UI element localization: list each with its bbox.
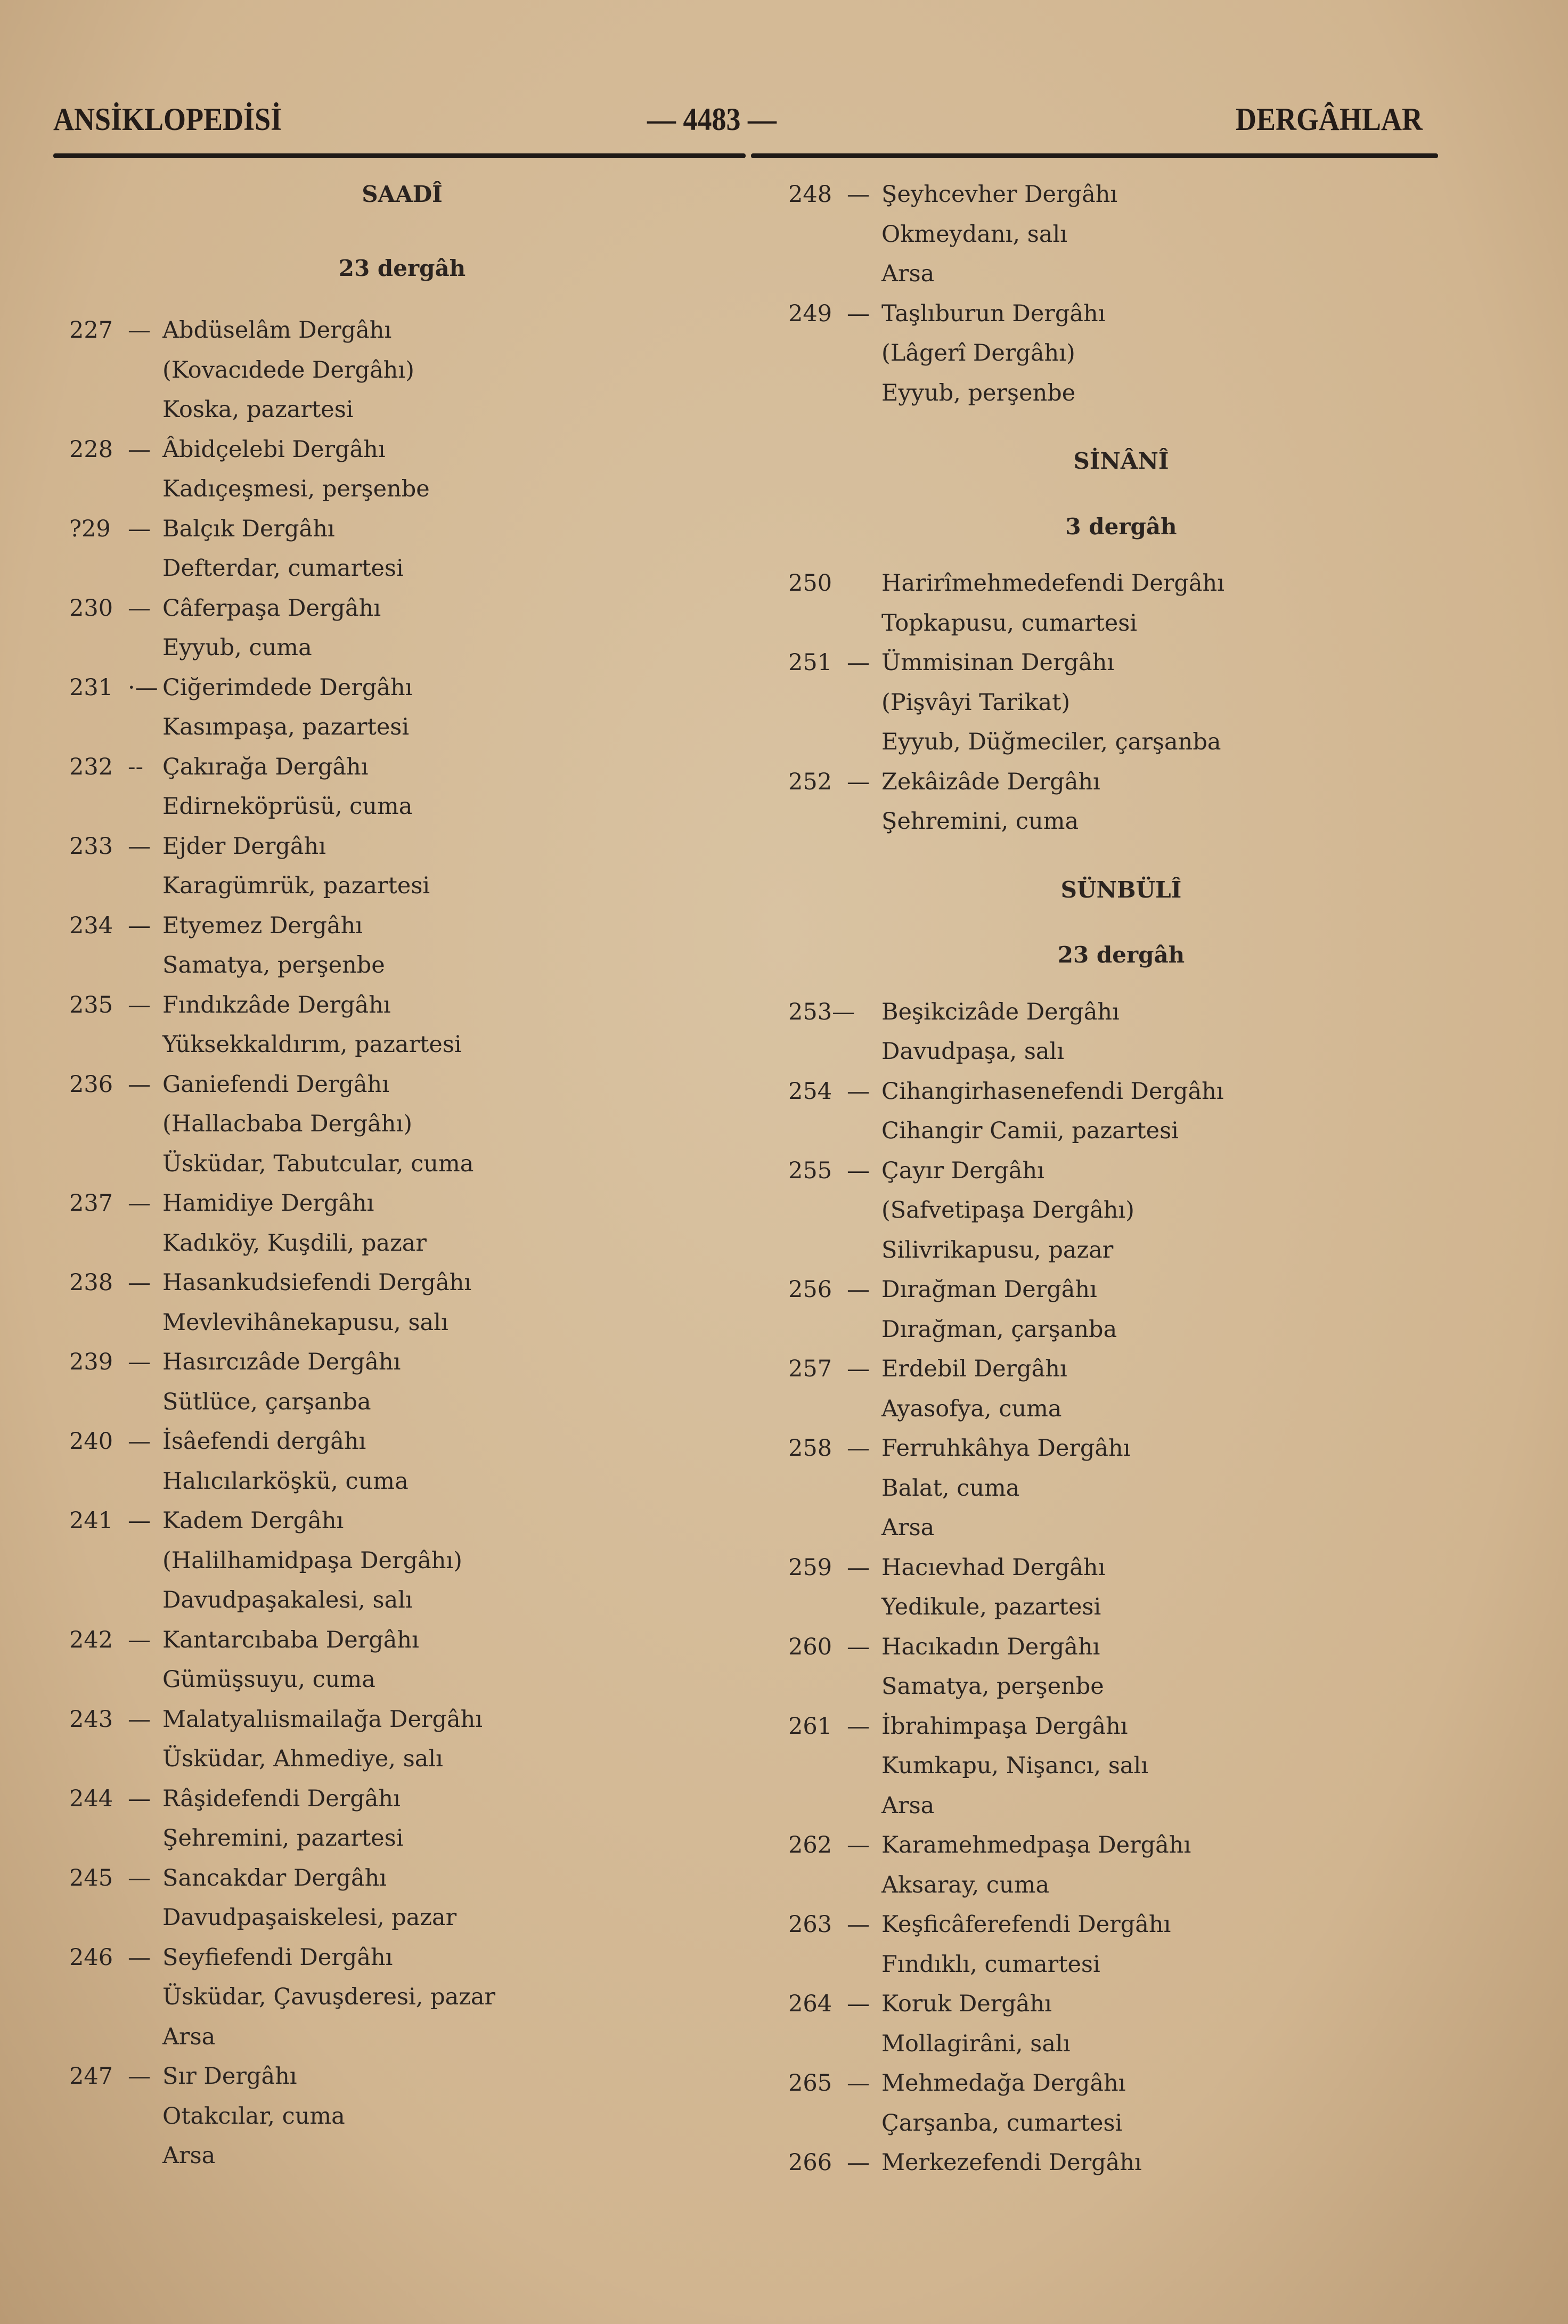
list-item [69,1700,735,1779]
entry-dash: — [128,1944,151,1971]
list-item [69,1065,735,1184]
entry-line: Çayır Dergâhı [881,1157,1044,1184]
entry-line: Ümmisinan Dergâhı [881,649,1115,676]
list-item [788,1072,1454,1151]
entry-dash: — [128,317,151,344]
entry-dash: — [847,1713,870,1740]
entry-line: Üsküdar, Tabutcular, cuma [162,1150,474,1177]
entry-line: (Kovacıdede Dergâhı) [162,356,414,384]
entry-dash: — [128,1507,151,1534]
entry-dash: — [128,991,151,1018]
entry-line: Harirîmehmedefendi Dergâhı [881,570,1224,597]
entry-number: 266 [788,2149,832,2176]
entry-line: İsâefendi dergâhı [162,1428,366,1455]
left-column [69,175,735,2176]
entry-dash: -- [128,753,144,780]
entry-dash: — [847,2070,870,2097]
entry-line: Halıcılarköşkü, cuma [162,1467,409,1495]
entry-line: Taşlıburun Dergâhı [881,300,1106,327]
entry-line: Hamidiye Dergâhı [162,1190,374,1217]
entry-line: Sütlüce, çarşanba [162,1388,371,1415]
entry-number: 249 [788,300,832,327]
entry-line: Cihangirhasenefendi Dergâhı [881,1078,1224,1105]
entry-line: Silivrikapusu, pazar [881,1236,1114,1263]
running-header-right: DERGÂHLAR [1236,102,1423,137]
list-item [788,2143,1454,2183]
entry-number: 261 [788,1713,832,1740]
entry-line: Gümüşsuyu, cuma [162,1666,375,1693]
entry-line: Âbidçelebi Dergâhı [162,436,386,463]
entry-list [788,564,1454,842]
entry-dash: — [128,1626,151,1653]
entry-number: 253— [788,998,855,1025]
list-item [69,311,735,430]
entry-line: Çarşanba, cumartesi [881,2109,1123,2137]
list-item [69,985,735,1065]
entry-line: Karamehmedpaşa Dergâhı [881,1832,1191,1858]
entry-dash: ·— [128,674,158,701]
list-item [788,643,1454,762]
entry-number: 240 [69,1428,113,1455]
entry-line: Mehmedağa Dergâhı [881,2070,1126,2097]
entry-dash: — [847,1633,870,1660]
list-item [69,430,735,509]
entry-line: Merkezefendi Dergâhı [881,2149,1142,2176]
entry-number: 250 [788,570,832,597]
entry-line: (Hallacbaba Dergâhı) [162,1111,412,1137]
entry-line: Mollagirâni, salı [881,2030,1071,2057]
entry-dash: — [847,1276,870,1303]
entry-number: 233 [69,833,113,860]
list-item [69,1779,735,1858]
list-item [69,827,735,906]
entry-list [788,175,1454,413]
entry-dash: — [847,1911,870,1938]
entry-number: 254 [788,1078,832,1105]
entry-line: Hacıevhad Dergâhı [881,1554,1106,1581]
entry-line: Kadıçeşmesi, perşenbe [162,476,430,502]
list-item [788,1984,1454,2064]
entry-line: (Pişvâyi Tarikat) [881,689,1071,716]
entry-number: 227 [69,317,113,344]
list-item [788,564,1454,643]
entry-dash: — [128,1349,151,1375]
entry-dash: — [128,1864,151,1891]
entry-dash: — [847,768,870,795]
entry-line: Şehremini, cuma [881,808,1079,835]
list-item [788,1429,1454,1548]
entry-number: 265 [788,2070,832,2097]
list-item [69,747,735,827]
entry-dash: — [847,1078,870,1105]
entry-line: Aksaray, cuma [881,1871,1050,1898]
entry-line: Fındıkzâde Dergâhı [162,991,391,1018]
list-item [69,1938,735,2057]
entry-dash: — [128,1706,151,1733]
list-item [69,668,735,747]
entry-line: Abdüselâm Dergâhı [162,317,392,344]
list-item [69,1501,735,1620]
entry-dash: — [847,1991,870,2017]
entry-line: Sır Dergâhı [162,2063,297,2090]
entry-number: 264 [788,1991,832,2017]
list-item [69,1620,735,1700]
entry-number: 247 [69,2063,113,2090]
entry-number: 228 [69,436,113,463]
entry-line: Hacıkadın Dergâhı [881,1633,1100,1660]
entry-line: Üsküdar, Çavuşderesi, pazar [162,1984,496,2010]
entry-line: Koska, pazartesi [162,396,354,423]
entry-list [69,311,735,2176]
list-item [788,1548,1454,1627]
entry-line: Ganiefendi Dergâhı [162,1071,389,1098]
entry-line: Eyyub, cuma [162,634,312,661]
entry-number: 260 [788,1633,832,1660]
entry-line: (Safvetipaşa Dergâhı) [881,1197,1134,1224]
entry-line: Kadıköy, Kuşdili, pazar [162,1229,427,1257]
entry-number: 245 [69,1864,113,1891]
list-item [69,1263,735,1342]
entry-line: Ayasofya, cuma [881,1395,1062,1422]
entry-line: Beşikcizâde Dergâhı [881,998,1120,1025]
entry-dash: — [847,181,870,208]
list-item [69,2057,735,2176]
entry-line: Eyyub, perşenbe [881,379,1076,406]
list-item [69,1342,735,1422]
entry-line: Üsküdar, Ahmediye, salı [162,1746,443,1772]
entry-line: Çakırağa Dergâhı [162,753,369,780]
entry-line: Mevlevihânekapusu, salı [162,1309,448,1336]
entry-line: Topkapusu, cumartesi [881,609,1138,637]
header-rule-left [53,153,746,158]
list-item [788,294,1454,413]
section-title: SİNÂNÎ [1073,448,1169,474]
entry-line: Râşidefendi Dergâhı [162,1785,401,1812]
entry-number: 256 [788,1276,832,1303]
entry-number: 243 [69,1706,113,1733]
entry-line: Zekâizâde Dergâhı [881,768,1100,795]
entry-number: 239 [69,1349,113,1375]
entry-line: Balat, cuma [881,1474,1020,1502]
entry-line: Davudpaşakalesi, salı [162,1587,413,1613]
entry-number: 255 [788,1157,832,1184]
entry-number: 244 [69,1785,113,1812]
entry-line: Erdebil Dergâhı [881,1356,1067,1382]
entry-line: Otakcılar, cuma [162,2102,345,2130]
entry-line: Fındıklı, cumartesi [881,1951,1100,1978]
entry-dash: — [128,1785,151,1812]
entry-line: Arsa [881,1514,935,1541]
entry-line: Malatyalıismailağa Dergâhı [162,1706,483,1733]
entry-line: Hasırcızâde Dergâhı [162,1349,401,1375]
entry-number: 241 [69,1507,113,1534]
section-title: SAADÎ [362,181,443,207]
entry-line: Koruk Dergâhı [881,1991,1052,2017]
entry-number: 232 [69,753,113,780]
entry-line: Keşficâferefendi Dergâhı [881,1911,1171,1938]
entry-dash: — [128,436,151,463]
list-item [788,1627,1454,1707]
entry-line: Kantarcıbaba Dergâhı [162,1626,419,1653]
list-item [788,1707,1454,1826]
entry-number: 231 [69,674,113,701]
entry-dash: — [128,833,151,860]
entry-number: 257 [788,1356,832,1382]
entry-line: Ciğerimdede Dergâhı [162,674,413,701]
entry-line: Arsa [162,2023,216,2050]
running-header-left: ANSİKLOPEDİSİ [53,102,282,137]
entry-number: 263 [788,1911,832,1938]
entry-line: Yedikule, pazartesi [881,1594,1101,1620]
list-item [788,762,1454,842]
entry-number: 251 [788,649,832,676]
entry-line: Kasımpaşa, pazartesi [162,714,410,740]
entry-line: Cihangir Camii, pazartesi [881,1118,1179,1144]
entry-line: Okmeydanı, salı [881,221,1067,248]
entry-line: Arsa [881,260,935,287]
entry-line: Şeyhcevher Dergâhı [881,181,1118,208]
entry-dash: — [128,912,151,939]
list-item [788,1349,1454,1429]
entry-line: Defterdar, cumartesi [162,555,404,582]
entry-line: Samatya, perşenbe [881,1673,1104,1700]
entry-number: 234 [69,912,113,939]
entry-dash: — [847,2149,870,2176]
entry-line: Arsa [881,1792,935,1819]
list-item [788,1270,1454,1349]
entry-dash: — [128,1190,151,1217]
list-item [69,906,735,985]
entry-line: Yüksekkaldırım, pazartesi [162,1031,462,1058]
entry-dash: — [847,1832,870,1858]
entry-line: Hasankudsiefendi Dergâhı [162,1269,472,1296]
entry-dash: — [847,649,870,676]
entry-dash: — [128,515,151,542]
entry-line: Ferruhkâhya Dergâhı [881,1435,1131,1462]
entry-number: 252 [788,768,832,795]
list-item [69,589,735,668]
entry-line: Eyyub, Düğmeciler, çarşanba [881,729,1221,755]
entry-line: Dırağman Dergâhı [881,1276,1097,1303]
entry-number: 262 [788,1832,832,1858]
entry-dash: — [847,1554,870,1581]
entry-number: 258 [788,1435,832,1462]
entry-dash: — [847,1356,870,1382]
entry-line: Etyemez Dergâhı [162,912,363,939]
list-item [788,175,1454,294]
list-item [69,1422,735,1501]
list-item [788,1151,1454,1270]
entry-line: Şehremini, pazartesi [162,1825,404,1852]
entry-line: İbrahimpaşa Dergâhı [881,1713,1128,1740]
entry-list [788,992,1454,2183]
entry-number: 236 [69,1071,113,1098]
entry-number: ?29 [69,515,111,542]
entry-number: 242 [69,1626,113,1653]
entry-number: 238 [69,1269,113,1296]
entry-dash: — [847,1435,870,1462]
entry-line: Karagümrük, pazartesi [162,872,430,899]
entry-line: Samatya, perşenbe [162,952,385,978]
header-rule-right [751,153,1438,158]
entry-line: Arsa [162,2142,216,2169]
entry-number: 248 [788,181,832,208]
entry-number: 246 [69,1944,113,1971]
entry-line: Davudpaşa, salı [881,1038,1065,1065]
entry-number: 230 [69,594,113,622]
list-item [788,2064,1454,2143]
list-item [788,1825,1454,1905]
entry-line: Kumkapu, Nişancı, salı [881,1752,1149,1779]
section-title: SÜNBÜLÎ [1060,876,1182,903]
section-count: 3 dergâh [1065,513,1177,540]
entry-line: Sancakdar Dergâhı [162,1864,387,1891]
section-count: 23 dergâh [1057,942,1185,968]
entry-dash: — [847,300,870,327]
list-item [69,1184,735,1263]
entry-dash: — [128,1071,151,1098]
entry-line: Kadem Dergâhı [162,1507,344,1534]
entry-line: Câferpaşa Dergâhı [162,594,381,622]
entry-line: (Lâgerî Dergâhı) [881,340,1075,366]
entry-line: Balçık Dergâhı [162,515,335,542]
entry-dash: — [128,594,151,622]
entry-dash: — [128,2063,151,2090]
entry-line: Edirneköprüsü, cuma [162,793,413,820]
entry-number: 235 [69,991,113,1018]
list-item [69,1858,735,1938]
entry-number: 259 [788,1554,832,1581]
list-item [69,509,735,589]
entry-line: Dırağman, çarşanba [881,1316,1117,1343]
entry-line: Ejder Dergâhı [162,833,326,860]
entry-dash: — [847,1157,870,1184]
page-number: — 4483 — [647,102,777,137]
list-item [788,992,1454,1072]
entry-dash: — [128,1269,151,1296]
entry-line: Seyfiefendi Dergâhı [162,1944,393,1971]
entry-line: (Halilhamidpaşa Dergâhı) [162,1547,462,1574]
entry-dash: — [128,1428,151,1455]
section-count: 23 dergâh [338,255,466,281]
entry-number: 237 [69,1190,113,1217]
list-item [788,1905,1454,1984]
right-column [788,175,1454,2183]
entry-line: Davudpaşaiskelesi, pazar [162,1904,457,1931]
